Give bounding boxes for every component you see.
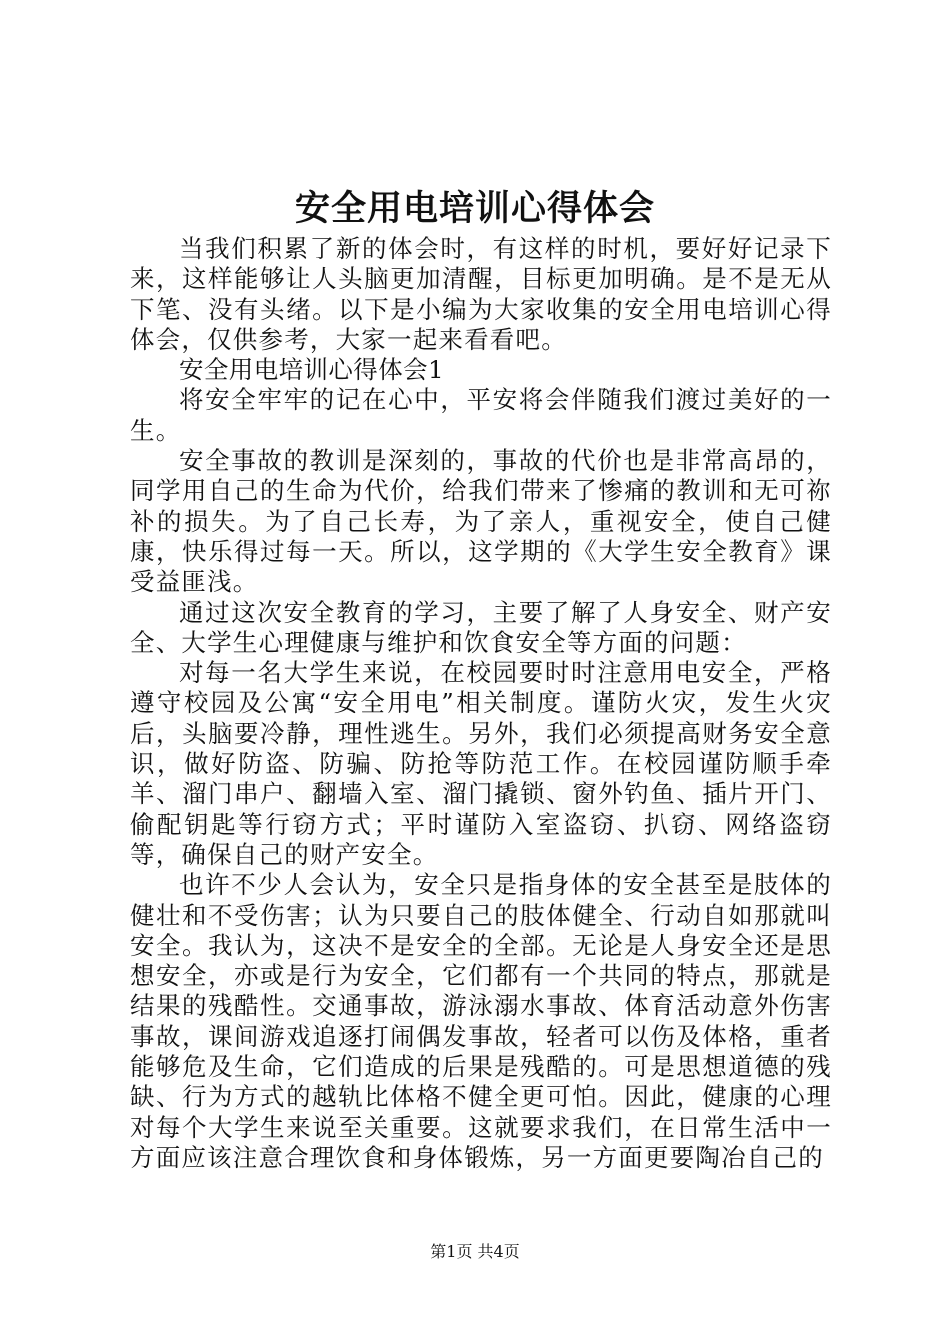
page-footer: 第1页 共4页 [430,1242,520,1261]
document-title: 安全用电培训心得体会 [294,188,655,229]
body-paragraph: 对每一名大学生来说，在校园要时时注意用电安全，严格遵守校园及公寓“安全用电”相关制度。谨防火灾，发生火灾后，头脑要冷静，理性逃生。另外，我们必须提高财务安全意识，做好防盗、防骗、防抢等防范工作。在校园谨防顺手牵羊、溜门串户、翻墙入室、溜门撬锁、窗外钓鱼、插片开门、偷配钥匙等行窃方式；平时谨防入室盗窃、扒窃、网络盗窃等，确保自己的财产安全。 [130,658,832,869]
body-paragraph: 也许不少人会认为，安全只是指身体的安全甚至是肢体的健壮和不受伤害；认为只要自己的肢体健全、行动自如那就叫安全。我认为，这决不是安全的全部。无论是人身安全还是思想安全，亦或是行为安全，它们都有一个共同的特点，那就是结果的残酷性。交通事故，游泳溺水事故、体育活动意外伤害事故，课间游戏追逐打闹偶发事故，轻者可以伤及体格，重者能够危及生命，它们造成的后果是残酷的。可是思想道德的残缺、行为方式的越轨比体格不健全更可怕。因此，健康的心理对每个大学生来说至关重要。这就要求我们，在日常生活中一方面应该注意合理饮食和身体锻炼，另一方面更要陶冶自己的 [130,870,832,1172]
document-body [130,234,832,1173]
body-paragraph: 安全事故的教训是深刻的，事故的代价也是非常高昂的，同学用自己的生命为代价，给我们带来了惨痛的教训和无可祢补的损失。为了自己长寿，为了亲人，重视安全，使自己健康，快乐得过每一天。所以，这学期的《大学生安全教育》课受益匪浅。 [130,446,832,597]
body-paragraph: 将安全牢牢的记在心中，平安将会伴随我们渡过美好的一生。 [130,385,832,445]
intro-paragraph: 当我们积累了新的体会时，有这样的时机，要好好记录下来，这样能够让人头脑更加清醒，目标更加明确。是不是无从下笔、没有头绪。以下是小编为大家收集的安全用电培训心得体会，仅供参考，大家一起来看看吧。 [130,234,832,354]
section-heading: 安全用电培训心得体会1 [179,355,444,385]
body-paragraph: 通过这次安全教育的学习，主要了解了人身安全、财产安全、大学生心理健康与维护和饮食安全等方面的问题： [130,597,832,657]
